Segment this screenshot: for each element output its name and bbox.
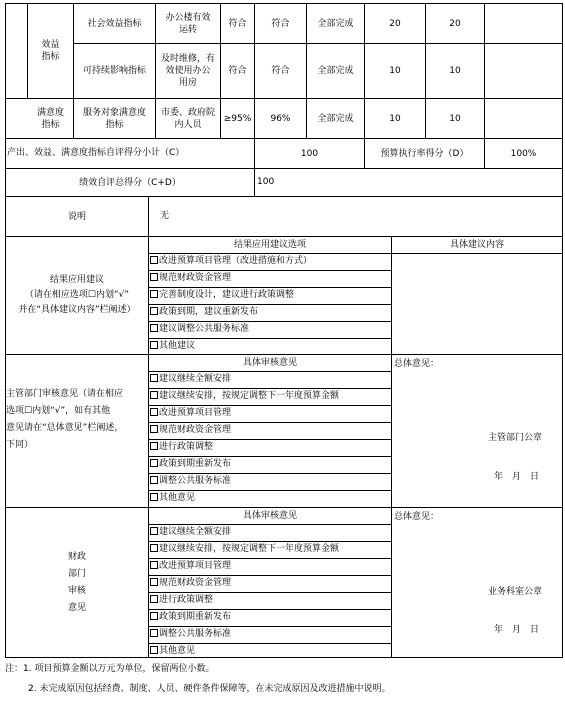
result-option-label: 规范财政资金管理 xyxy=(159,273,232,283)
checkbox[interactable] xyxy=(150,527,158,535)
dept-option xyxy=(150,474,231,488)
total-label: 绩效自评总得分（C+D） xyxy=(79,177,181,188)
dept-option xyxy=(150,491,195,505)
note-2: 2. 未完成原因包括经费、制度、人员、硬件条件保障等，在未完成原因及改进措施中说明。 xyxy=(28,684,391,694)
result-option xyxy=(150,305,258,319)
dept-overall-label: 总体意见： xyxy=(394,359,440,369)
row2-status: 全部完成 xyxy=(317,66,354,76)
checkbox[interactable] xyxy=(150,629,158,637)
checkbox[interactable] xyxy=(150,442,158,450)
dept-option xyxy=(150,372,231,386)
row3-score: 10 xyxy=(449,113,461,124)
row3-actual: 96% xyxy=(270,113,291,124)
result-option xyxy=(150,339,195,353)
result-application-label: 结果应用建议 （请在相应选项☐内划“√” 并在“具体建议内容”栏阐述） xyxy=(18,275,136,315)
row3-target: ≥95% xyxy=(223,113,252,124)
finance-option-label: 其他意见 xyxy=(159,646,196,656)
satisfaction-indicator-label: 满意度 指标 xyxy=(36,107,64,130)
row1-subindicator: 社会效益指标 xyxy=(87,18,142,29)
dept-stamp: 主管部门公章 xyxy=(488,433,543,443)
row2-subindicator: 可持续影响指标 xyxy=(82,66,146,76)
finance-review-header: 具体审核意见 xyxy=(242,511,297,521)
dept-option-label: 政策到期重新发布 xyxy=(159,459,232,469)
checkbox[interactable] xyxy=(150,374,158,382)
finance-option-label: 建议继续全额安排 xyxy=(159,527,232,537)
rule xyxy=(391,507,392,657)
checkbox[interactable] xyxy=(150,391,158,399)
dept-date: 年 月 日 xyxy=(494,472,540,482)
finance-option xyxy=(150,644,195,658)
row1-actual: 符合 xyxy=(271,18,290,29)
row3-subindicator: 服务对象满意度 指标 xyxy=(82,107,146,130)
row1-target: 符合 xyxy=(228,18,247,29)
finance-option-label: 改进预算项目管理 xyxy=(159,561,232,571)
finance-option xyxy=(150,576,231,590)
checkbox[interactable] xyxy=(150,612,158,620)
result-option-label: 其他建议 xyxy=(159,341,196,351)
rule xyxy=(562,3,563,657)
row2-weight: 10 xyxy=(389,66,401,76)
row3-status: 全部完成 xyxy=(317,113,354,124)
exec-rate-value: 100% xyxy=(510,148,537,159)
effect-indicator-label: 效益 指标 xyxy=(41,40,60,62)
result-option xyxy=(150,254,312,268)
dept-option-label: 改进预算项目管理 xyxy=(159,408,232,418)
dept-option-label: 规范财政资金管理 xyxy=(159,425,232,435)
checkbox[interactable] xyxy=(150,476,158,484)
result-option xyxy=(150,322,249,336)
dept-option-label: 其他意见 xyxy=(159,493,196,503)
dept-option xyxy=(150,457,231,471)
finance-overall-label: 总体意见： xyxy=(394,512,440,522)
finance-stamp: 业务科室公章 xyxy=(488,587,543,597)
result-option-label: 政策到期，建议重新发布 xyxy=(159,307,259,317)
finance-option xyxy=(150,593,213,607)
finance-option-label: 规范财政资金管理 xyxy=(159,578,232,588)
result-option-label: 建议调整公共服务标准 xyxy=(159,324,250,334)
checkbox[interactable] xyxy=(150,578,158,586)
dept-option xyxy=(150,406,231,420)
finance-option xyxy=(150,610,231,624)
finance-option-label: 政策到期重新发布 xyxy=(159,612,232,622)
finance-option-label: 进行政策调整 xyxy=(159,595,214,605)
result-options-header: 结果应用建议选项 xyxy=(233,240,306,250)
dept-option xyxy=(150,440,213,454)
dept-option-label: 调整公共服务标准 xyxy=(159,476,232,486)
subtotal-value: 100 xyxy=(300,148,319,159)
finance-option-label: 建议继续安排，按规定调整下一年度预算金额 xyxy=(159,544,340,554)
row3-weight: 10 xyxy=(389,113,401,124)
checkbox[interactable] xyxy=(150,459,158,467)
finance-option xyxy=(150,627,231,641)
note-1: 注：1. 项目预算金额以万元为单位，保留两位小数。 xyxy=(5,664,215,674)
row2-score: 10 xyxy=(449,66,461,76)
finance-option xyxy=(150,559,231,573)
rule xyxy=(391,354,392,507)
subtotal-label: 产出、效益、满意度指标自评得分小计（C） xyxy=(7,148,185,158)
checkbox[interactable] xyxy=(150,256,158,264)
dept-option-label: 建议继续安排，按规定调整下一年度预算金额 xyxy=(159,391,340,401)
result-content-header: 具体建议内容 xyxy=(449,240,504,250)
dept-option-label: 建议继续全额安排 xyxy=(159,374,232,384)
checkbox[interactable] xyxy=(150,341,158,349)
result-option-label: 改进预算项目管理（改进措施和方式） xyxy=(159,256,313,266)
checkbox[interactable] xyxy=(150,595,158,603)
total-value: 100 xyxy=(257,177,275,187)
row2-indicator: 及时维修，有 效使用办公 用房 xyxy=(160,54,215,88)
row2-actual: 符合 xyxy=(271,66,290,76)
row1-status: 全部完成 xyxy=(317,18,354,29)
checkbox[interactable] xyxy=(150,561,158,569)
rule xyxy=(148,196,149,657)
checkbox[interactable] xyxy=(150,425,158,433)
result-option xyxy=(150,288,294,302)
dept-option xyxy=(150,423,231,437)
dept-option-label: 进行政策调整 xyxy=(159,442,214,452)
dept-option xyxy=(150,389,339,403)
checkbox[interactable] xyxy=(150,408,158,416)
result-option-label: 完善制度设计，建议进行政策调整 xyxy=(159,290,295,300)
row1-score: 20 xyxy=(449,18,461,29)
dept-review-header: 具体审核意见 xyxy=(242,358,297,368)
dept-review-label: 主管部门审核意见（请在相应 选项☐内划“√”，如有其他 意见请在“总体意见”栏阐述， 下同） xyxy=(6,389,124,450)
finance-option-label: 调整公共服务标准 xyxy=(159,629,232,639)
checkbox[interactable] xyxy=(150,273,158,281)
finance-review-label: 财政 部门 审核 意见 xyxy=(67,551,86,613)
checkbox[interactable] xyxy=(150,324,158,332)
row2-target: 符合 xyxy=(228,66,247,76)
row3-indicator: 市委、政府院 内人员 xyxy=(160,107,215,130)
explain-label: 说明 xyxy=(67,211,86,222)
checkbox[interactable] xyxy=(150,544,158,552)
row1-weight: 20 xyxy=(389,18,401,29)
checkbox[interactable] xyxy=(150,646,158,654)
exec-rate-label: 预算执行率得分（D） xyxy=(380,148,469,159)
result-option xyxy=(150,271,231,285)
finance-date: 年 月 日 xyxy=(494,625,540,635)
checkbox[interactable] xyxy=(150,290,158,298)
finance-option xyxy=(150,525,231,539)
checkbox[interactable] xyxy=(150,493,158,501)
checkbox[interactable] xyxy=(150,307,158,315)
row1-indicator: 办公楼有效 运转 xyxy=(165,12,211,35)
rule xyxy=(5,657,563,658)
explain-value: 无 xyxy=(160,211,170,221)
finance-option xyxy=(150,542,339,556)
